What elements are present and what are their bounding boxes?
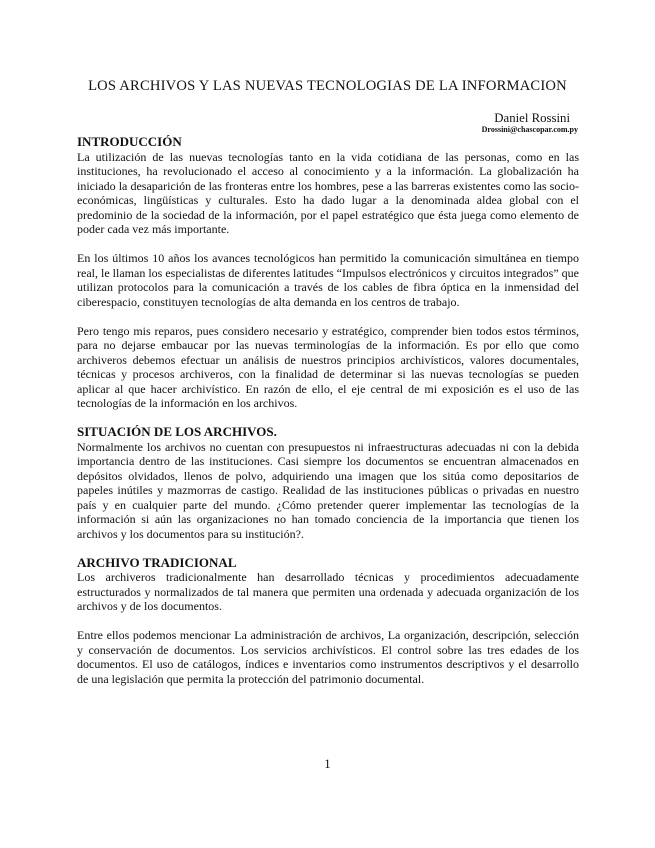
author-name: Daniel Rossini — [494, 111, 570, 125]
paragraph: Los archiveros tradicionalmente han desarrollado técnicas y procedimientos adecuadamente estructurados y normalizados de tal manera que permiten una ordenada y adecuada organización de los archivos y de los documentos. — [77, 570, 579, 614]
paragraph: Entre ellos podemos mencionar La administración de archivos, La organización, descripción, selección y conservación de documentos. Los servicios archivísticos. El control sobre las tres edades de los documentos. El uso de catálogos, índices e inventarios como instrumentos descriptivos y el desarrollo de una legislación que permita la protección del patrimonio documental. — [77, 628, 579, 686]
document-title: LOS ARCHIVOS Y LAS NUEVAS TECNOLOGIAS DE LA INFORMACION — [88, 78, 567, 94]
author-email: Drossini@chascopar.com.py — [481, 125, 578, 134]
paragraph: La utilización de las nuevas tecnologías tanto en la vida cotidiana de las personas, como en las instituciones, ha revolucionado el acceso al conocimiento y a la información. La globalización ha iniciado la desaparición de las fronteras entre los hombres, pese a las barreras existentes como las socio-económicas, lingüísticas y culturales. Esto ha dado lugar a la denominada aldea global con el predominio de la sociedad de la información, por el papel estratégico que ésta juega como elemento de poder cada vez más importante. — [77, 149, 579, 237]
paragraph: En los últimos 10 años los avances tecnológicos han permitido la comunicación simultánea en tiempo real, le llaman los especialistas de diferentes latitudes “Impulsos electrónicos y circuitos integrados” que utilizan protocolos para la comunicación a través de los cables de fibra óptica en la inmensidad del ciberespacio, constituyen tecnologías de alta demanda en los centros de trabajo. — [77, 251, 579, 309]
section-heading-situacion: SITUACIÓN DE LOS ARCHIVOS. — [77, 424, 277, 440]
paragraph: Normalmente los archivos no cuentan con presupuestos ni infraestructuras adecuadas ni con la debida importancia dentro de las instituciones. Casi siempre los documentos se encuentran almacenados en depósitos olvidados, llenos de polvo, adquiriendo una imagen que los sitúa como depositarios de papeles inútiles y mazmorras de castigo. Realidad de las instituciones públicas o privadas en nuestro país y en cualquier parte del mundo. ¿Cómo pretender querer implementar las tecnologías de la información si aún las organizaciones no han tomado conciencia de la importancia que tienen los archivos y los documentos para su institución?. — [77, 439, 579, 541]
section-heading-introduccion: INTRODUCCIÓN — [77, 134, 182, 149]
paragraph: Pero tengo mis reparos, pues considero necesario y estratégico, comprender bien todos estos términos, para no dejarse embaucar por las nuevas terminologías de la información. Es por ello que como archiveros debemos efectuar un análisis de nuestros principios archivísticos, valores documentales, técnicas y procesos archiveros, con la finalidad de determinar si las nuevas tecnologías se pueden aplicar al que hacer archivístico. En razón de ello, el eje central de mi exposición es el uso de las tecnologías de la información en los archivos. — [77, 323, 579, 411]
page-number: 1 — [324, 757, 331, 771]
document-body — [77, 135, 579, 686]
section-heading-archivo-tradicional: ARCHIVO TRADICIONAL — [77, 554, 237, 570]
